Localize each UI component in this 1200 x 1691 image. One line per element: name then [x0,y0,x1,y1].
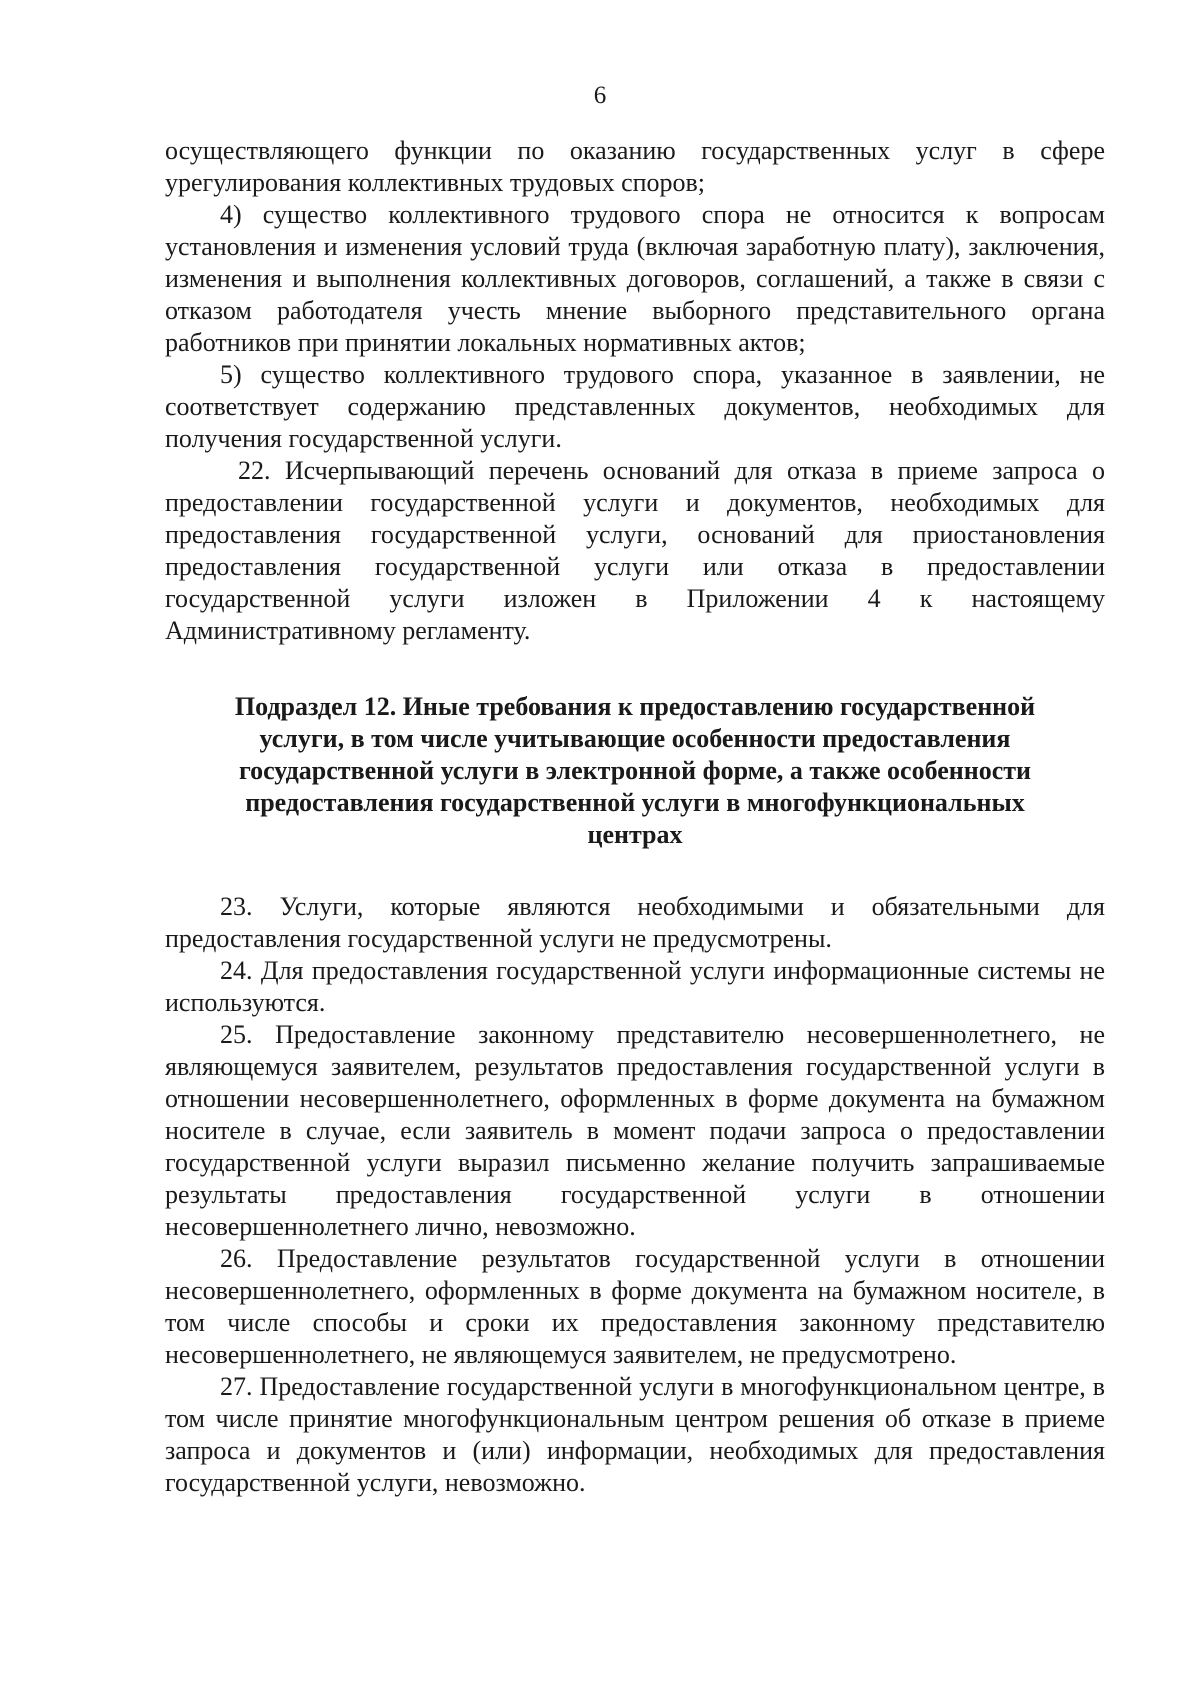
section-heading: Подраздел 12. Иные требования к предоставлению государственной услуги, в том числе учитывающие особенности предоставления государственной услуги в электронной форме, а также особенности предоставления государственной услуги в многофункциональных центрах [234,692,1036,849]
document-body [165,135,1105,1499]
paragraph-continuation: осуществляющего функции по оказанию государственных услуг в сфере урегулирования коллективных трудовых споров; [165,136,1105,197]
paragraph-item-4: 4) существо коллективного трудового спора не относится к вопросам установления и изменения условий труда (включая заработную плату), заключения, изменения и выполнения коллективных договоров, соглашений, а также в связи с отказом работодателя учесть мнение выборного представительного органа работников при принятии локальных нормативных актов; [165,200,1105,357]
paragraph-27: 27. Предоставление государственной услуги в многофункциональном центре, в том числе принятие многофункциональным центром решения об отказе в приеме запроса и документов и (или) информации, необходимых для предоставления государственной услуги, невозможно. [165,1372,1105,1497]
spacer [165,851,1105,891]
paragraph-22: 22. Исчерпывающий перечень оснований для отказа в приеме запроса о предоставлении государственной услуги и документов, необходимых для предоставления государственной услуги, оснований для приостановления предоставления государственной услуги или отказа в предоставлении государственной услуги изложен в Приложении 4 к настоящему Административному регламенту. [165,456,1105,645]
paragraph-26: 26. Предоставление результатов государственной услуги в отношении несовершеннолетнего, оформленных в форме документа на бумажном носителе, в том числе способы и сроки их предоставления законному представителю несовершеннолетнего, не являющемуся заявителем, не предусмотрено. [165,1244,1105,1369]
paragraph-item-5: 5) существо коллективного трудового спора, указанное в заявлении, не соответствует содержанию представленных документов, необходимых для получения государственной услуги. [165,360,1105,453]
page-number: 6 [593,82,607,109]
spacer [165,647,1105,691]
paragraph-23: 23. Услуги, которые являются необходимыми и обязательными для предоставления государственной услуги не предусмотрены. [165,892,1105,953]
paragraph-24: 24. Для предоставления государственной услуги информационные системы не используются. [165,956,1105,1017]
paragraph-25: 25. Предоставление законному представителю несовершеннолетнего, не являющемуся заявителем, результатов предоставления государственной услуги в отношении несовершеннолетнего, оформленных в форме документа на бумажном носителе в случае, если заявитель в момент подачи запроса о предоставлении государственной услуги выразил письменно желание получить запрашиваемые результаты предоставления государственной услуги в отношении несовершеннолетнего лично, невозможно. [165,1020,1105,1241]
